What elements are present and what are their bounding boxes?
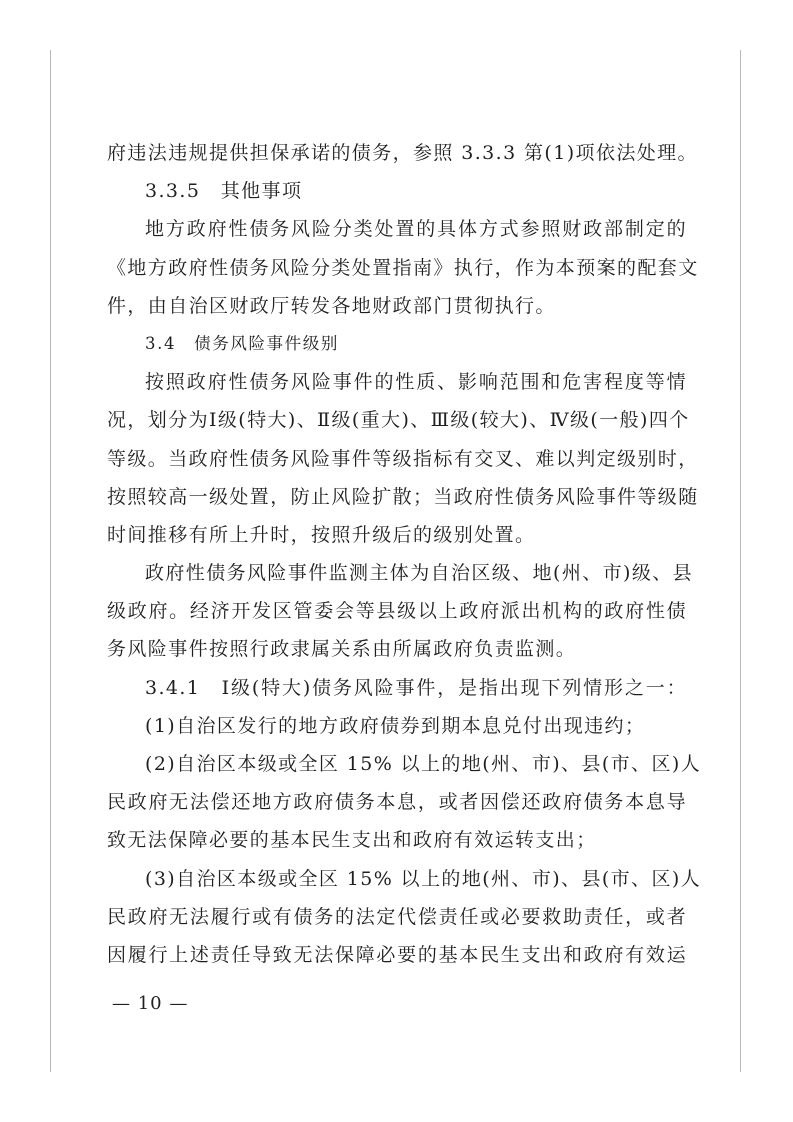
page-number: — 10 — (112, 993, 189, 1014)
body-line: 况，划分为Ⅰ级(特大)、Ⅱ级(重大)、Ⅲ级(较大)、Ⅳ级(一般)四个 (107, 409, 690, 432)
section-heading-3-3-5: 3.3.5 其他事项 (145, 180, 303, 203)
body-line: 致无法保障必要的基本民生支出和政府有效运转支出； (107, 829, 597, 852)
body-line: 等级。当政府性债务风险事件等级指标有交叉、难以判定级别时， (107, 447, 699, 470)
list-item-2: (2)自治区本级或全区 15% 以上的地(州、市)、县(市、区)人 (145, 753, 702, 775)
body-line: 政府性债务风险事件监测主体为自治区级、地(州、市)级、县 (145, 562, 694, 585)
body-line: 时间推移有所上升时，按照升级后的级别处置。 (107, 523, 536, 546)
body-line: 地方政府性债务风险分类处置的具体方式参照财政部制定的 (145, 218, 687, 241)
body-line: 《地方政府性债务风险分类处置指南》执行，作为本预案的配套文 (107, 256, 699, 279)
body-line: 件，由自治区财政厅转发各地财政部门贯彻执行。 (107, 294, 556, 317)
body-line: 因履行上述责任导致无法保障必要的基本民生支出和政府有效运 (107, 943, 687, 966)
left-margin-rule (50, 50, 51, 1072)
body-line: 务风险事件按照行政隶属关系由所属政府负责监测。 (107, 638, 577, 661)
list-item-1: (1)自治区发行的地方政府债券到期本息兑付出现违约； (145, 714, 646, 737)
body-line: 按照政府性债务风险事件的性质、影响范围和危害程度等情 (145, 371, 687, 394)
document-body (107, 134, 702, 974)
right-margin-rule (740, 50, 741, 1072)
body-line: 按照较高一级处置，防止风险扩散；当政府性债务风险事件等级随 (107, 485, 699, 508)
section-heading-3-4-1: 3.4.1 Ⅰ级(特大)债务风险事件，是指出现下列情形之一： (145, 676, 687, 699)
body-line: 级政府。经济开发区管委会等县级以上政府派出机构的政府性债 (107, 600, 687, 623)
list-item-3: (3)自治区本级或全区 15% 以上的地(州、市)、县(市、区)人 (145, 867, 702, 890)
body-line: 府违法违规提供担保承诺的债务，参照 3.3.3 第(1)项依法处理。 (107, 142, 698, 164)
section-heading-3-4: 3.4 债务风险事件级别 (145, 333, 339, 353)
body-line: 民政府无法履行或有债务的法定代偿责任或必要救助责任，或者 (107, 905, 687, 928)
body-line: 民政府无法偿还地方政府债务本息，或者因偿还政府债务本息导 (107, 791, 687, 814)
